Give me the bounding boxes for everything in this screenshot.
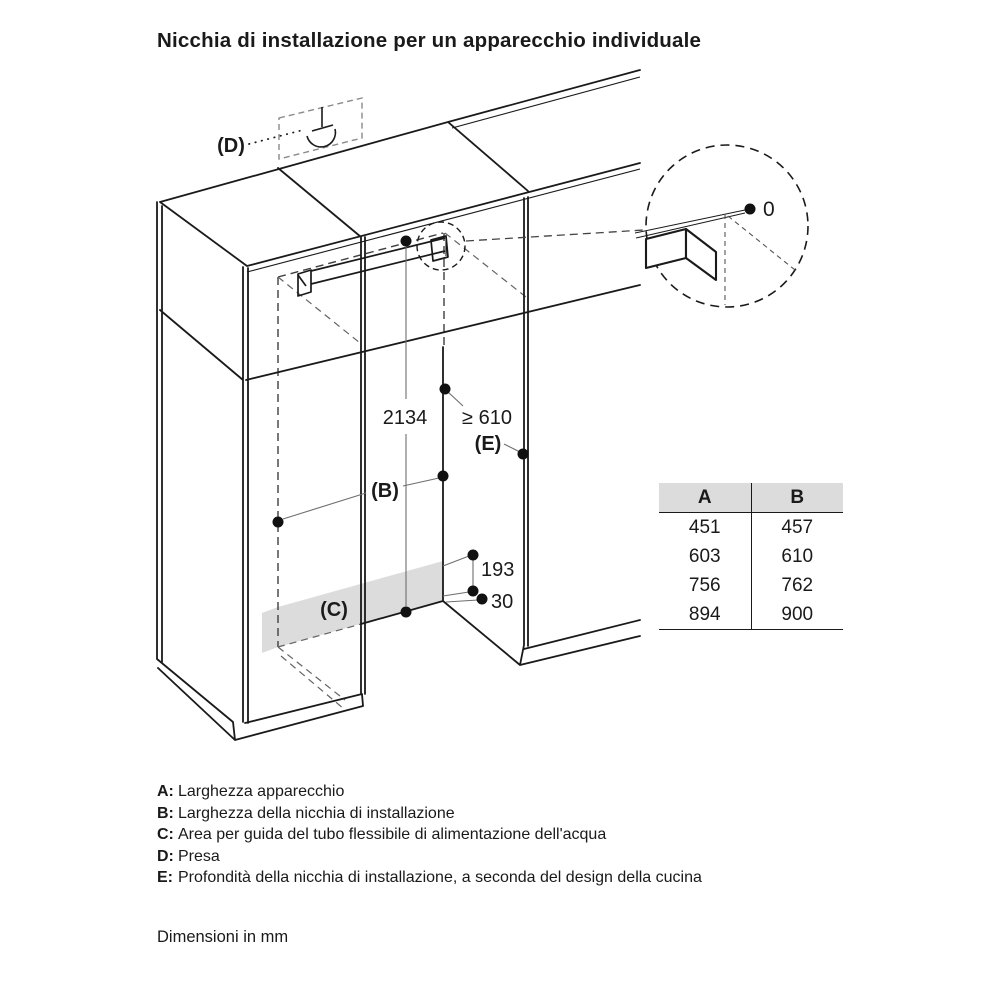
table-cell: 762 bbox=[751, 571, 844, 600]
hose-area-band bbox=[262, 561, 443, 653]
handle-detail-circle bbox=[417, 222, 465, 270]
page-title: Nicchia di installazione per un apparecchio individuale bbox=[157, 29, 702, 52]
legend-text: Larghezza della nicchia di installazione bbox=[178, 804, 455, 822]
legend-key: E: bbox=[157, 869, 173, 886]
table-row bbox=[659, 571, 843, 600]
column-header-a: A bbox=[697, 487, 712, 508]
legend-key: B: bbox=[157, 804, 174, 822]
zero-detail-corner bbox=[646, 229, 716, 280]
table-cell: 603 bbox=[688, 546, 721, 567]
hose-height-label: 193 bbox=[481, 559, 515, 581]
dimension-table bbox=[659, 483, 843, 630]
legend bbox=[157, 781, 702, 889]
legend-item bbox=[157, 824, 702, 846]
legend-item bbox=[157, 803, 702, 825]
legend-text: Larghezza apparecchio bbox=[178, 783, 345, 800]
table-cell: 756 bbox=[688, 575, 721, 596]
socket-icon bbox=[307, 107, 335, 147]
table-cell: 894 bbox=[688, 604, 721, 625]
socket-leader-dotted bbox=[249, 130, 303, 144]
table-header-row bbox=[659, 483, 843, 513]
table-cell: 457 bbox=[751, 513, 844, 542]
legend-item bbox=[157, 846, 702, 868]
table-row bbox=[659, 542, 843, 571]
table-cell: 610 bbox=[751, 542, 844, 571]
table-row bbox=[659, 600, 843, 629]
panel-edge-lines bbox=[247, 77, 640, 272]
width-key-label: (B) bbox=[371, 480, 399, 502]
legend-item bbox=[157, 867, 702, 889]
legend-text: Presa bbox=[178, 847, 220, 865]
detail-leader-dashed bbox=[466, 230, 644, 241]
zero-projection-dashed bbox=[725, 214, 795, 305]
table-row bbox=[659, 513, 843, 542]
legend-key: D: bbox=[157, 847, 174, 865]
hose-area-key-label: (C) bbox=[320, 599, 348, 621]
column-header-b: B bbox=[751, 483, 844, 512]
table-cell: 900 bbox=[751, 600, 844, 629]
niche-depth-label: ≥ 610 bbox=[462, 407, 512, 429]
table-cell: 451 bbox=[688, 517, 721, 538]
socket-key-label: (D) bbox=[217, 135, 245, 157]
niche-height-label: 2134 bbox=[382, 407, 428, 429]
legend-text: Profondità della nicchia di installazione, a seconda del design della cucina bbox=[178, 869, 702, 886]
hose-bottom-label: 30 bbox=[491, 591, 514, 613]
legend-item bbox=[157, 781, 702, 803]
cabinet-outline bbox=[157, 70, 640, 740]
legend-key: A: bbox=[157, 783, 174, 800]
hidden-depth-edges bbox=[278, 233, 526, 709]
legend-key: C: bbox=[157, 826, 174, 843]
depth-key-label: (E) bbox=[474, 433, 502, 455]
zero-label: 0 bbox=[763, 198, 775, 221]
units-note: Dimensioni in mm bbox=[157, 928, 289, 946]
legend-text: Area per guida del tubo flessibile di alimentazione dell'acqua bbox=[178, 826, 607, 843]
